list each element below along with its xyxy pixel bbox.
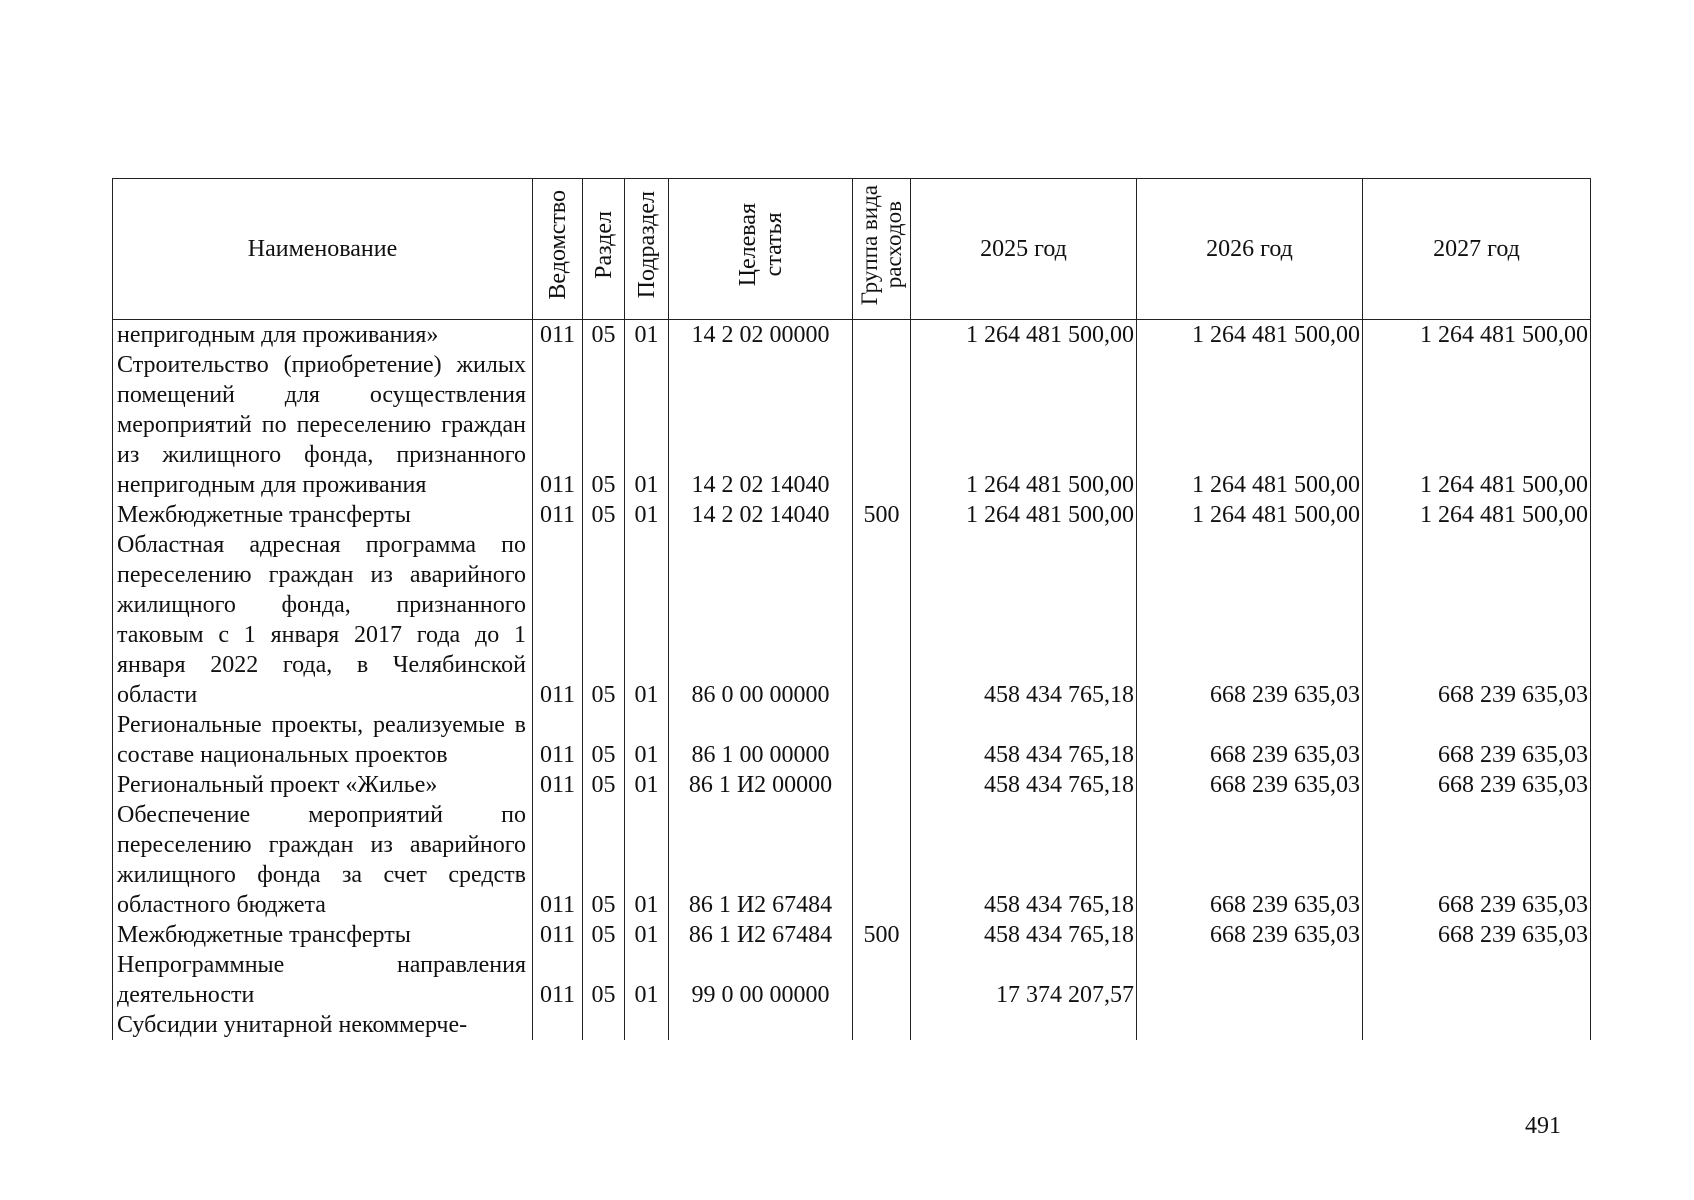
table-header bbox=[113, 179, 1591, 320]
table-row bbox=[113, 500, 1591, 530]
row-celevaya: 86 1 И2 67484 bbox=[669, 920, 853, 950]
row-2025: 17 374 207,57 bbox=[911, 950, 1137, 1010]
row-name: Межбюджетные трансферты bbox=[113, 920, 533, 950]
row-2025: 1 264 481 500,00 bbox=[911, 320, 1137, 351]
header-gruppa-line2: расходов bbox=[880, 201, 906, 289]
row-name: Областная адресная программа по переселению граждан из аварийного жилищного фонда, признанного таковым с 1 января 2017 года до 1 января 2022 года, в Челябинской области bbox=[113, 530, 533, 710]
header-razdel bbox=[583, 179, 625, 320]
header-name bbox=[113, 179, 533, 320]
row-gruppa: 500 bbox=[853, 920, 911, 950]
row-2026: 668 239 635,03 bbox=[1137, 530, 1363, 710]
header-2025-text: 2025 год bbox=[980, 236, 1067, 262]
table-row bbox=[113, 530, 1591, 710]
row-name: непригодным для проживания» bbox=[113, 320, 533, 351]
row-name: Межбюджетные трансферты bbox=[113, 500, 533, 530]
row-2026: 1 264 481 500,00 bbox=[1137, 320, 1363, 351]
row-name: Непрограммные направления деятельности bbox=[113, 950, 533, 1010]
row-gruppa bbox=[853, 1010, 911, 1040]
header-2027-text: 2027 год bbox=[1433, 236, 1520, 262]
header-podrazdel-text: Подраздел bbox=[633, 191, 660, 299]
row-2025: 1 264 481 500,00 bbox=[911, 350, 1137, 500]
row-vedomstvo: 011 bbox=[533, 500, 583, 530]
row-celevaya: 14 2 02 14040 bbox=[669, 500, 853, 530]
table-row bbox=[113, 350, 1591, 500]
row-razdel: 05 bbox=[583, 320, 625, 351]
table-row bbox=[113, 710, 1591, 770]
table-row bbox=[113, 950, 1591, 1010]
row-podrazdel: 01 bbox=[625, 770, 669, 800]
header-2026-text: 2026 год bbox=[1206, 236, 1293, 262]
row-2026 bbox=[1137, 950, 1363, 1010]
row-name: Региональные проекты, реализуемые в составе национальных проектов bbox=[113, 710, 533, 770]
row-2025: 458 434 765,18 bbox=[911, 530, 1137, 710]
row-2025: 1 264 481 500,00 bbox=[911, 500, 1137, 530]
header-gruppa bbox=[853, 179, 911, 320]
row-celevaya: 14 2 02 14040 bbox=[669, 350, 853, 500]
row-2025 bbox=[911, 1010, 1137, 1040]
row-2027: 1 264 481 500,00 bbox=[1363, 500, 1591, 530]
row-2026: 1 264 481 500,00 bbox=[1137, 500, 1363, 530]
row-name: Обеспечение мероприятий по переселению граждан из аварийного жилищного фонда за счет средств областного бюджета bbox=[113, 800, 533, 920]
row-razdel: 05 bbox=[583, 920, 625, 950]
row-2026: 668 239 635,03 bbox=[1137, 770, 1363, 800]
header-2027 bbox=[1363, 179, 1591, 320]
row-gruppa bbox=[853, 320, 911, 351]
header-celevaya bbox=[669, 179, 853, 320]
row-celevaya: 14 2 02 00000 bbox=[669, 320, 853, 351]
row-vedomstvo: 011 bbox=[533, 530, 583, 710]
row-vedomstvo: 011 bbox=[533, 350, 583, 500]
table-row bbox=[113, 320, 1591, 351]
header-vedomstvo-text: Ведомство bbox=[544, 190, 571, 300]
row-2027: 668 239 635,03 bbox=[1363, 920, 1591, 950]
header-podrazdel bbox=[625, 179, 669, 320]
row-2027 bbox=[1363, 1010, 1591, 1040]
row-vedomstvo: 011 bbox=[533, 770, 583, 800]
row-celevaya: 86 0 00 00000 bbox=[669, 530, 853, 710]
row-gruppa bbox=[853, 770, 911, 800]
row-2026: 668 239 635,03 bbox=[1137, 920, 1363, 950]
row-2027: 668 239 635,03 bbox=[1363, 710, 1591, 770]
row-razdel: 05 bbox=[583, 950, 625, 1010]
header-gruppa-line1: Группа вида bbox=[856, 184, 882, 306]
row-razdel: 05 bbox=[583, 710, 625, 770]
header-2025 bbox=[911, 179, 1137, 320]
row-name: Региональный проект «Жилье» bbox=[113, 770, 533, 800]
header-gruppa-text bbox=[858, 185, 906, 305]
row-podrazdel: 01 bbox=[625, 530, 669, 710]
row-vedomstvo: 011 bbox=[533, 800, 583, 920]
table-row bbox=[113, 770, 1591, 800]
row-2025: 458 434 765,18 bbox=[911, 710, 1137, 770]
row-2027: 668 239 635,03 bbox=[1363, 800, 1591, 920]
row-razdel: 05 bbox=[583, 800, 625, 920]
row-razdel: 05 bbox=[583, 350, 625, 500]
row-2025: 458 434 765,18 bbox=[911, 920, 1137, 950]
row-vedomstvo bbox=[533, 1010, 583, 1040]
table-row bbox=[113, 800, 1591, 920]
row-razdel: 05 bbox=[583, 500, 625, 530]
row-gruppa bbox=[853, 530, 911, 710]
row-razdel: 05 bbox=[583, 530, 625, 710]
header-razdel-text: Раздел bbox=[590, 211, 617, 279]
row-2027: 668 239 635,03 bbox=[1363, 770, 1591, 800]
row-vedomstvo: 011 bbox=[533, 950, 583, 1010]
row-2026: 668 239 635,03 bbox=[1137, 800, 1363, 920]
row-gruppa: 500 bbox=[853, 500, 911, 530]
row-2026: 668 239 635,03 bbox=[1137, 710, 1363, 770]
row-celevaya: 86 1 00 00000 bbox=[669, 710, 853, 770]
row-vedomstvo: 011 bbox=[533, 710, 583, 770]
header-celevaya-line1: Целевая bbox=[734, 203, 761, 287]
row-2025: 458 434 765,18 bbox=[911, 800, 1137, 920]
header-name-text: Наименование bbox=[247, 236, 398, 262]
row-2027: 1 264 481 500,00 bbox=[1363, 350, 1591, 500]
row-podrazdel: 01 bbox=[625, 710, 669, 770]
row-gruppa bbox=[853, 710, 911, 770]
row-2027 bbox=[1363, 950, 1591, 1010]
row-2026 bbox=[1137, 1010, 1363, 1040]
row-podrazdel: 01 bbox=[625, 320, 669, 351]
row-name: Строительство (приобретение) жилых помещений для осуществления мероприятий по переселению граждан из жилищного фонда, признанного непригодным для проживания bbox=[113, 350, 533, 500]
row-name: Субсидии унитарной некоммерче- bbox=[113, 1010, 533, 1040]
budget-sheet bbox=[112, 178, 1590, 1105]
row-vedomstvo: 011 bbox=[533, 920, 583, 950]
header-vedomstvo bbox=[533, 179, 583, 320]
table-row bbox=[113, 920, 1591, 950]
row-2027: 1 264 481 500,00 bbox=[1363, 320, 1591, 351]
header-2026 bbox=[1137, 179, 1363, 320]
row-2025: 458 434 765,18 bbox=[911, 770, 1137, 800]
table-row bbox=[113, 1010, 1591, 1040]
header-celevaya-line2: статья bbox=[760, 213, 787, 277]
page-number: 491 bbox=[1525, 1113, 1561, 1139]
row-gruppa bbox=[853, 350, 911, 500]
row-vedomstvo: 011 bbox=[533, 320, 583, 351]
row-celevaya: 86 1 И2 00000 bbox=[669, 770, 853, 800]
row-2026: 1 264 481 500,00 bbox=[1137, 350, 1363, 500]
row-razdel: 05 bbox=[583, 770, 625, 800]
row-razdel bbox=[583, 1010, 625, 1040]
row-podrazdel: 01 bbox=[625, 920, 669, 950]
header-celevaya-text bbox=[735, 203, 787, 286]
table-body bbox=[113, 320, 1591, 1041]
row-2027: 668 239 635,03 bbox=[1363, 530, 1591, 710]
row-podrazdel: 01 bbox=[625, 950, 669, 1010]
row-podrazdel: 01 bbox=[625, 800, 669, 920]
budget-table bbox=[112, 178, 1591, 1040]
row-celevaya bbox=[669, 1010, 853, 1040]
row-podrazdel: 01 bbox=[625, 350, 669, 500]
row-celevaya: 99 0 00 00000 bbox=[669, 950, 853, 1010]
row-podrazdel bbox=[625, 1010, 669, 1040]
row-podrazdel: 01 bbox=[625, 500, 669, 530]
row-gruppa bbox=[853, 950, 911, 1010]
row-gruppa bbox=[853, 800, 911, 920]
row-celevaya: 86 1 И2 67484 bbox=[669, 800, 853, 920]
